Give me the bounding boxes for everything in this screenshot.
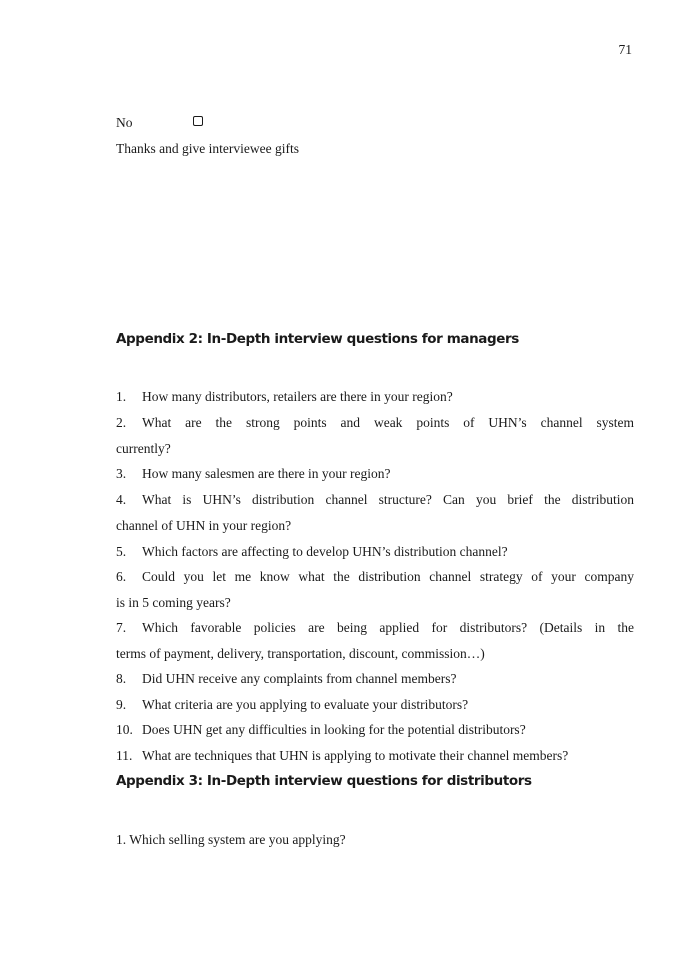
item-text: How many salesmen are there in your region? (142, 466, 391, 481)
no-option-row (116, 114, 634, 132)
item-number: 1. (116, 389, 127, 404)
item-text: What are techniques that UHN is applying to motivate their channel members? (142, 748, 569, 763)
list-item (116, 568, 634, 586)
list-item (116, 465, 634, 483)
thanks-text: Thanks and give interviewee gifts (116, 141, 299, 156)
no-option-label: No (116, 115, 133, 130)
item-text: channel of UHN in your region? (116, 518, 292, 533)
list-item (116, 491, 634, 509)
item-number: 9. (116, 697, 127, 712)
item-text: What criteria are you applying to evaluate your distributors? (142, 697, 469, 712)
item-text: terms of payment, delivery, transportation, discount, commission…) (116, 646, 485, 661)
item-number: 3. (116, 466, 127, 481)
item-number: 4. (116, 492, 127, 507)
item-number: 5. (116, 544, 127, 559)
item-text: Which favorable policies are being applied for distributors? (Details in the (142, 620, 634, 635)
list-item (116, 414, 634, 432)
list-item (116, 388, 634, 406)
list-item-continuation (116, 440, 634, 458)
page-number: 71 (618, 42, 632, 57)
item-text: Could you let me know what the distribution channel strategy of your company (142, 569, 634, 584)
item-number: 2. (116, 415, 127, 430)
item-number: 10. (116, 722, 133, 737)
no-checkbox[interactable] (193, 116, 203, 126)
list-item (116, 619, 634, 637)
item-text: Did UHN receive any complaints from channel members? (142, 671, 457, 686)
list-item (116, 721, 634, 739)
item-text: How many distributors, retailers are there in your region? (142, 389, 453, 404)
list-item (116, 543, 634, 561)
item-text: is in 5 coming years? (116, 595, 231, 610)
item-text: What are the strong points and weak points of UHN’s channel system (142, 415, 634, 430)
appendix2-heading: Appendix 2: In-Depth interview questions for managers (116, 331, 519, 347)
item-number: 6. (116, 569, 127, 584)
appendix3-heading: Appendix 3: In-Depth interview questions for distributors (116, 773, 532, 789)
item-text: Does UHN get any difficulties in looking for the potential distributors? (142, 722, 526, 737)
list-item-continuation (116, 517, 634, 535)
list-item (116, 747, 634, 765)
appendix3-first-question: 1. Which selling system are you applying? (116, 832, 346, 847)
item-text: Which factors are affecting to develop UHN’s distribution channel? (142, 544, 508, 559)
item-number: 8. (116, 671, 127, 686)
item-text: currently? (116, 441, 171, 456)
item-number: 7. (116, 620, 127, 635)
item-text: What is UHN’s distribution channel structure? Can you brief the distribution (142, 492, 634, 507)
list-item (116, 670, 634, 688)
list-item (116, 696, 634, 714)
item-number: 11. (116, 748, 133, 763)
list-item-continuation (116, 594, 634, 612)
list-item-continuation (116, 645, 634, 663)
